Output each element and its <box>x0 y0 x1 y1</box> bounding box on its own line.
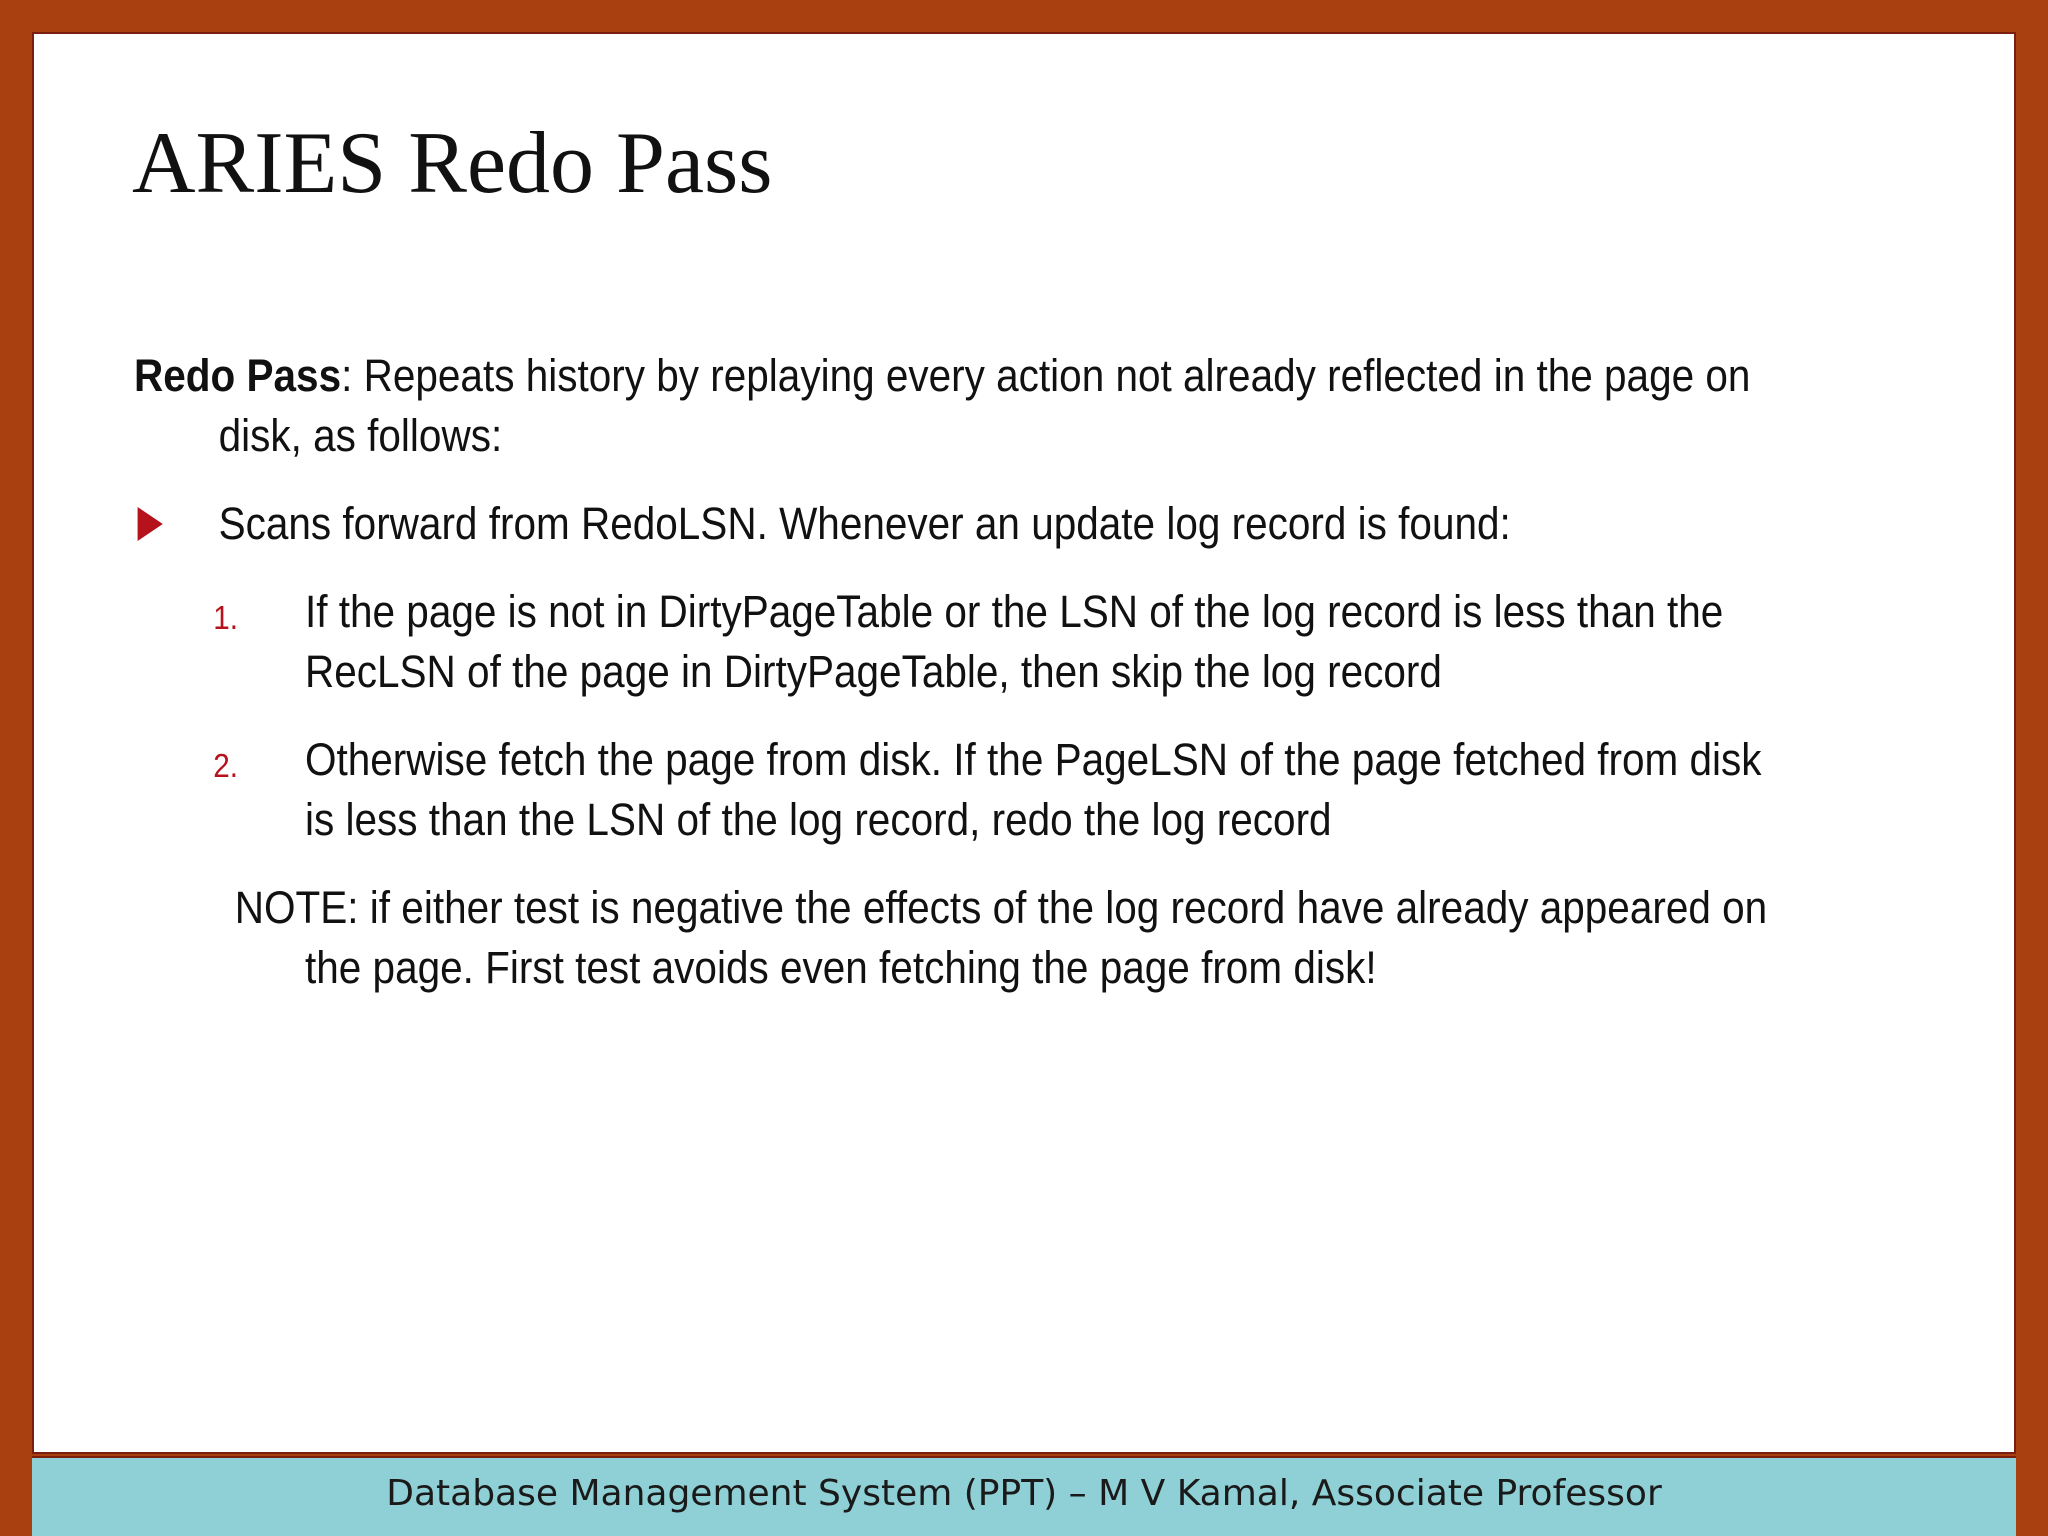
slide-body <box>134 346 1772 998</box>
note-paragraph: NOTE: if either test is negative the effects of the log record have already appeared on the page. First test avoids even fetching the page from disk! <box>234 882 1768 993</box>
number-marker: 1. <box>213 599 238 636</box>
numbered-item-2 <box>134 730 1772 850</box>
intro-text: : Repeats history by replaying every action not already reflected in the page on disk, as follows: <box>218 350 1751 461</box>
intro-paragraph <box>134 346 1772 466</box>
footer-text: Database Management System (PPT) – M V Kamal, Associate Professor <box>386 1473 1662 1514</box>
slide-title: ARIES Redo Pass <box>132 115 773 212</box>
footer-band <box>32 1456 2016 1536</box>
bullet-item <box>134 494 1772 554</box>
number-marker: 2. <box>213 747 238 784</box>
intro-term: Redo Pass <box>134 350 342 401</box>
numbered-item-1 <box>134 582 1772 702</box>
slide-content-area <box>32 32 2016 1454</box>
bullet-text: Scans forward from RedoLSN. Whenever an update log record is found: <box>218 498 1511 549</box>
numbered-item-text: If the page is not in DirtyPageTable or the LSN of the log record is less than the RecLSN of the page in DirtyPageTable, then skip the log record <box>305 586 1724 697</box>
numbered-item-text: Otherwise fetch the page from disk. If the PageLSN of the page fetched from disk is less than the LSN of the log record, redo the log record <box>305 734 1762 845</box>
triangle-right-icon <box>138 507 163 541</box>
